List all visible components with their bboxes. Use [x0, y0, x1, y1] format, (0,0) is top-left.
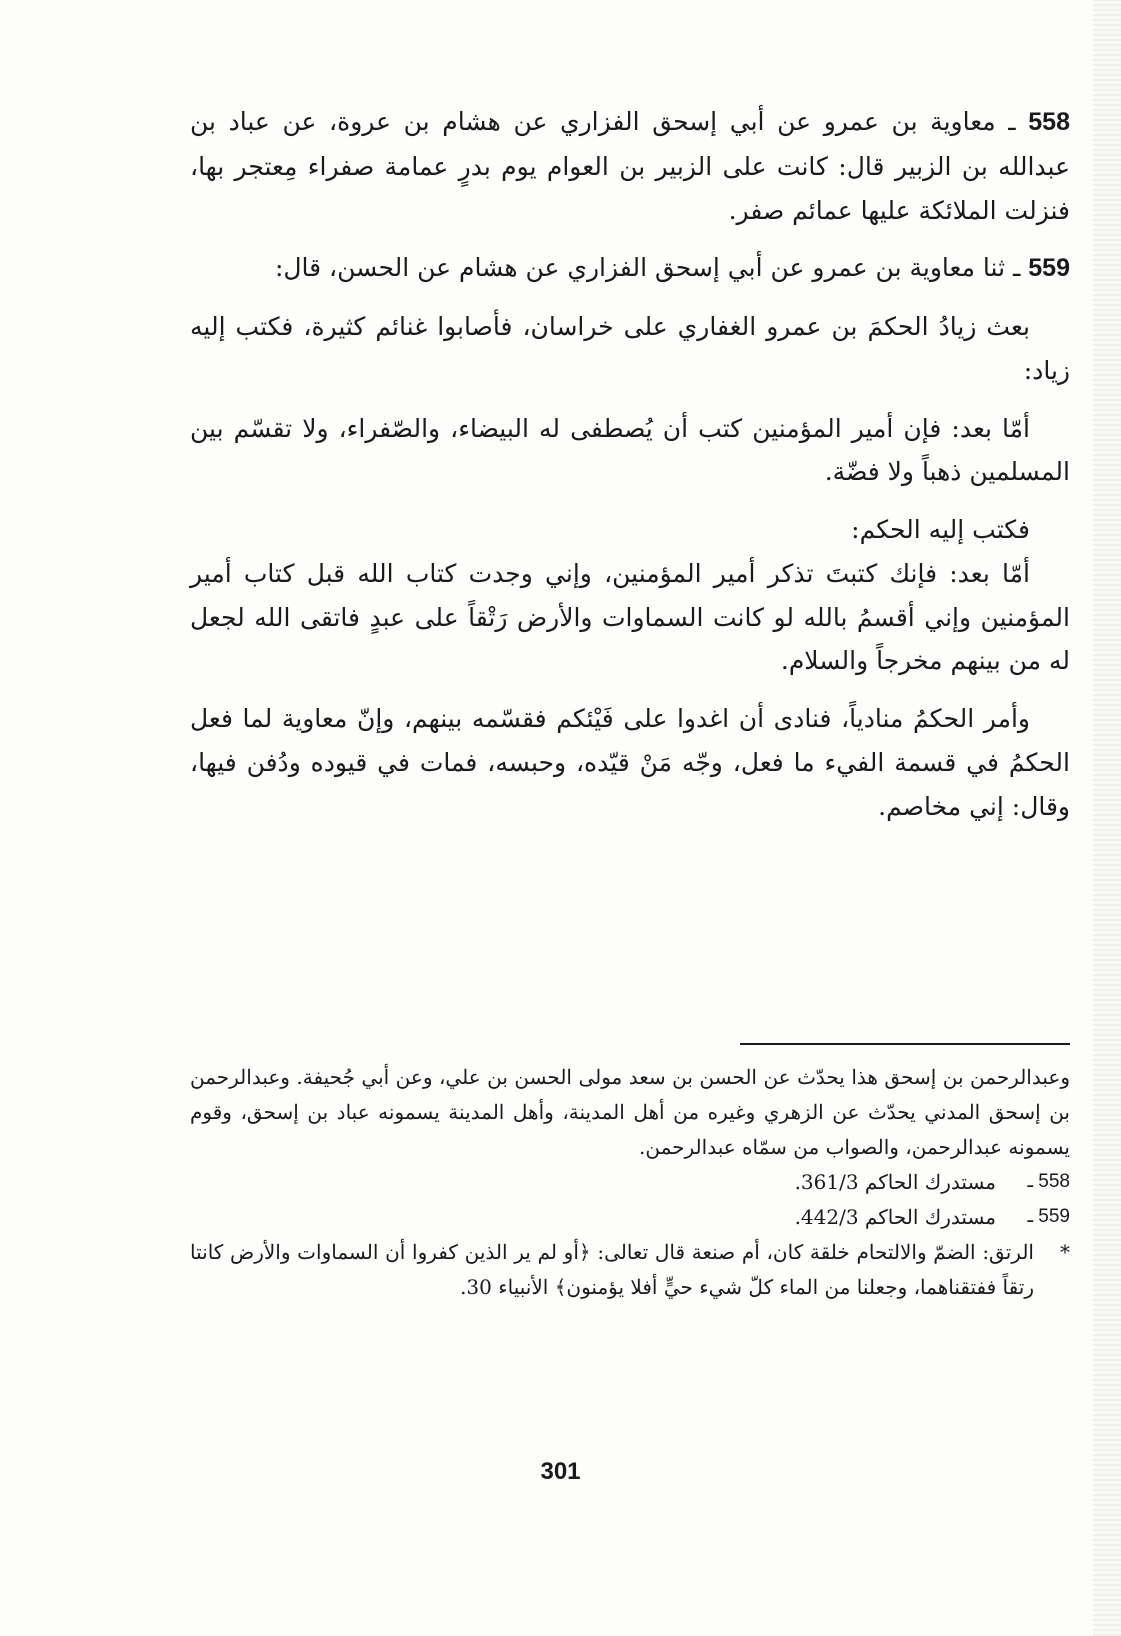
page-number: 301: [540, 1458, 581, 1485]
hadith-559: [190, 246, 1070, 291]
asterisk-icon: *: [1060, 1240, 1070, 1264]
footnote-text: الرتق: الضمّ والالتحام خلقة كان، أم صنعة قال تعالى: ﴿أو لم ير الذين كفروا أن السماوات والأرض كانتا رتقاً ففتقناهما، وجعلنا من الماء كلّ شيء حيٍّ أفلا يؤمنون﴾ الأنبياء 30.: [190, 1240, 1034, 1299]
paragraph: أمّا بعد: فإنك كتبتَ تذكر أمير المؤمنين، وإني وجدت كتاب الله قبل كتاب أمير المؤمنين وإني أقسمُ بالله لو كانت السماوات والأرض رَتْقاً على عبدٍ فاتقى الله لجعل له من بينهم مخرجاً والسلام.: [190, 558, 1070, 676]
footnote-number: 558 ـ: [1027, 1171, 1070, 1192]
footnote-558: [190, 1165, 1070, 1200]
paragraph: أمّا بعد: فإن أمير المؤمنين كتب أن يُصطفى له البيضاء، والصّفراء، ولا تقسّم بين المسلمين ذهباً ولا فضّة.: [190, 413, 1070, 487]
footnote-text: مستدرك الحاكم 442/3.: [794, 1205, 996, 1229]
main-text: [190, 100, 1070, 842]
paragraph: بعث زيادُ الحكمَ بن عمرو الغفاري على خراسان، فأصابوا غنائم كثيرة، فكتب إليه زياد:: [190, 312, 1070, 385]
hadith-number: 559: [1028, 254, 1070, 283]
hadith-text: ـ ثنا معاوية بن عمرو عن أبي إسحق الفزاري عن هشام عن الحسن، قال:: [274, 253, 1021, 283]
hadith-number: 558: [1028, 108, 1070, 136]
footnote-continuation: وعبدالرحمن بن إسحق هذا يحدّث عن الحسن بن سعد مولى الحسن بن علي، وعن أبي جُحيفة. وعبدالرحمن بن إسحق المدني يحدّث عن الزهري وغيره من أهل المدينة، وأهل المدينة يسمونه عباد بن إسحق، وقوم يسمونه عبدالرحمن، والصواب من سمّاه عبدالرحمن.: [190, 1065, 1070, 1159]
footnote-559: [190, 1200, 1070, 1235]
footnote-asterisk: [190, 1235, 1070, 1305]
paragraph: وأمر الحكمُ منادياً، فنادى أن اغدوا على فَيْئكم فقسّمه بينهم، وإنّ معاوية لما فعل الحكمُ في قسمة الفيء ما فعل، وجّه مَنْ قيّده، وحبسه، فمات في قيوده ودُفن فيها، وقال: إني مخاصم.: [190, 704, 1070, 821]
paragraph: فكتب إليه الحكم:: [851, 515, 1030, 544]
hadith-558: [190, 100, 1070, 232]
hadith-text: ـ معاوية بن عمرو عن أبي إسحق الفزاري عن هشام بن عروة، عن عباد بن عبدالله بن الزبير قال: كانت على الزبير بن العوام يوم بدرٍ عمامة صفراء مِعتجر بها، فنزلت الملائكة عليها عمائم صفر.: [190, 107, 1070, 225]
footnote-number: 559 ـ: [1027, 1206, 1070, 1227]
footnotes: [190, 1060, 1070, 1305]
footnote-divider: [740, 1043, 1070, 1045]
footnote-text: مستدرك الحاكم 361/3.: [794, 1170, 996, 1194]
page-edge-shading: [1093, 0, 1121, 1636]
